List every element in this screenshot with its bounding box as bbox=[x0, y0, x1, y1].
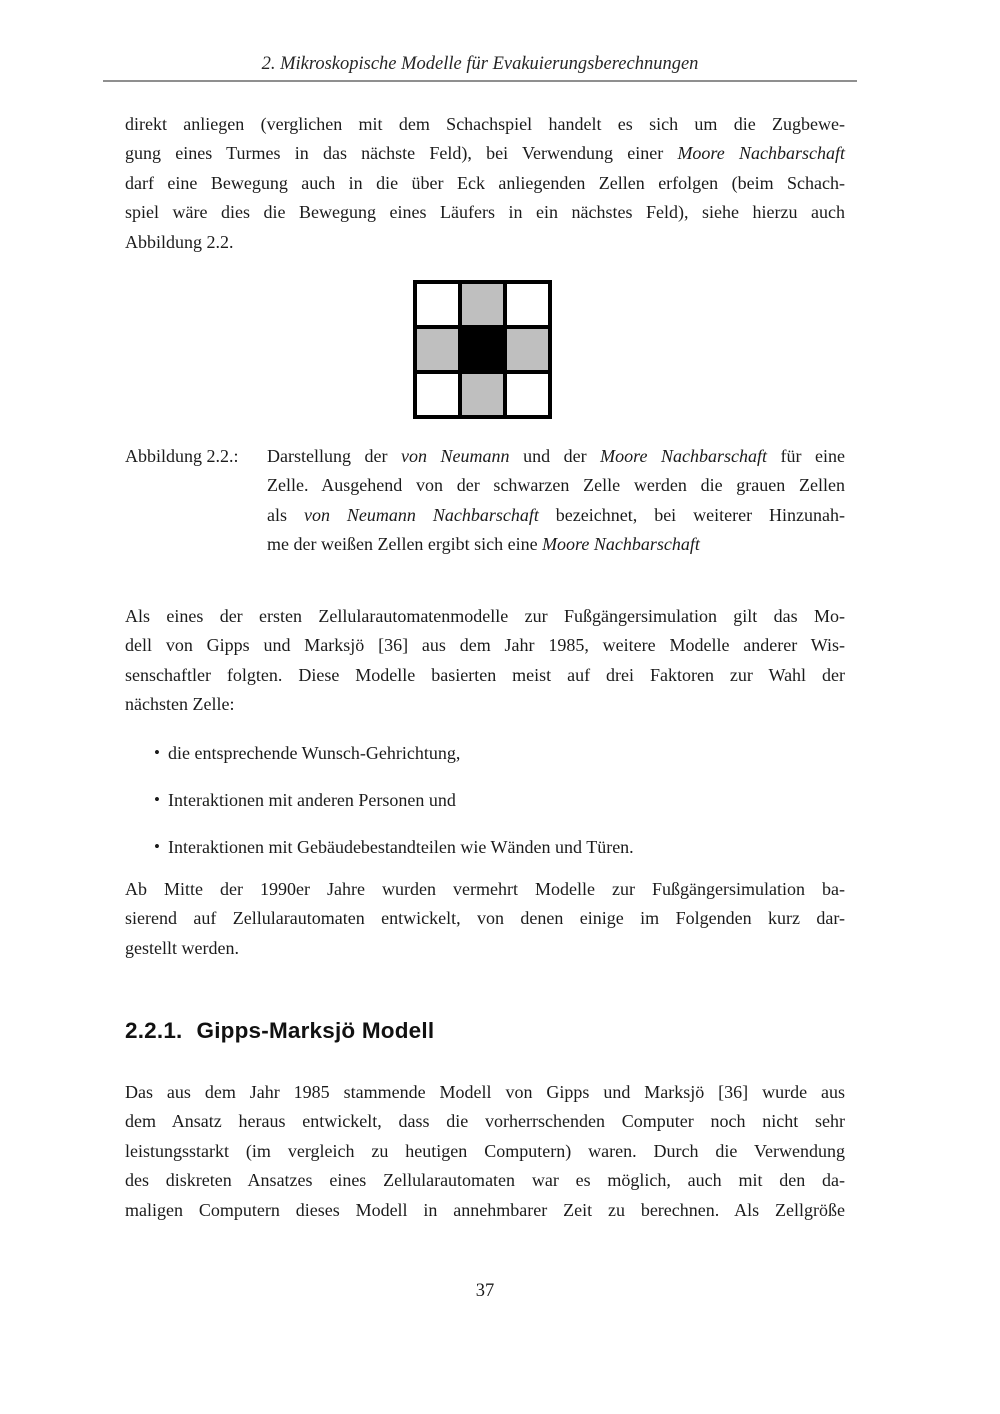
grid-cell-gray bbox=[417, 329, 458, 370]
page-number: 37 bbox=[475, 1281, 495, 1301]
text-line: me der weißen Zellen ergibt sich eine Moore Nachbarschaft bbox=[267, 534, 700, 555]
list-item bbox=[125, 833, 845, 862]
bullet-marker-icon: • bbox=[154, 837, 160, 856]
bullet-marker-icon: • bbox=[154, 743, 160, 762]
figure-caption-text bbox=[267, 442, 845, 560]
paragraph-3 bbox=[125, 875, 845, 963]
grid-cell-white bbox=[417, 374, 458, 415]
paragraph-2 bbox=[125, 602, 845, 720]
figure-caption bbox=[125, 442, 845, 560]
text-line: dell von Gipps und Marksjö [36] aus dem Jahr 1985, weitere Modelle anderer Wis- bbox=[125, 635, 845, 656]
text-line: leistungsstarkt (im vergleich zu heutigen Computern) waren. Durch die Verwendung bbox=[125, 1140, 845, 1161]
text-line: Ab Mitte der 1990er Jahre wurden vermehrt Modelle zur Fußgängersimulation ba- bbox=[125, 879, 845, 899]
text-line: maligen Computern dieses Modell in annehmbarer Zeit zu berechnen. Als Zellgröße bbox=[125, 1199, 845, 1220]
text-line: spiel wäre dies die Bewegung eines Läufers in ein nächstes Feld), siehe hierzu auch bbox=[125, 202, 845, 223]
factor-list bbox=[125, 739, 845, 880]
text-line: dem Ansatz heraus entwickelt, dass die vorherrschenden Computer noch nicht sehr bbox=[125, 1111, 845, 1132]
text-line: nächsten Zelle: bbox=[125, 694, 235, 715]
grid-cell-white bbox=[507, 284, 548, 325]
figure-caption-label: Abbildung 2.2.: bbox=[125, 446, 239, 466]
grid-cell-gray bbox=[462, 374, 503, 415]
section-number: 2.2.1. bbox=[125, 1018, 183, 1043]
text-line: Als eines der ersten Zellularautomatenmodelle zur Fußgängersimulation gilt das Mo- bbox=[125, 606, 845, 626]
paragraph-1 bbox=[125, 110, 845, 257]
text-line: des diskreten Ansatzes eines Zellularautomaten war es möglich, auch mit den da- bbox=[125, 1170, 845, 1191]
grid-cell-gray bbox=[462, 284, 503, 325]
bullet-marker-icon: • bbox=[154, 790, 160, 809]
text-line: gung eines Turmes in das nächste Feld), bei Verwendung einer Moore Nachbarschaft bbox=[125, 143, 845, 164]
grid-cell-white bbox=[417, 284, 458, 325]
text-line: gestellt werden. bbox=[125, 937, 239, 958]
list-item-text: Interaktionen mit Gebäudebestandteilen wie Wänden und Türen. bbox=[168, 837, 634, 857]
grid-cell-white bbox=[507, 374, 548, 415]
list-item-text: Interaktionen mit anderen Personen und bbox=[168, 790, 456, 810]
section-heading bbox=[125, 1016, 434, 1046]
text-line: senschaftler folgten. Diese Modelle basierten meist auf drei Faktoren zur Wahl der bbox=[125, 664, 845, 685]
text-line: Darstellung der von Neumann und der Moore Nachbarschaft für eine bbox=[267, 446, 846, 466]
list-item bbox=[125, 739, 845, 768]
list-item-text: die entsprechende Wunsch-Gehrichtung, bbox=[168, 743, 461, 763]
text-line: als von Neumann Nachbarschaft bezeichnet, bei weiterer Hinzunah- bbox=[267, 504, 846, 525]
text-line: Abbildung 2.2. bbox=[125, 231, 234, 252]
text-line: sierend auf Zellularautomaten entwickelt, von denen einige im Folgenden kurz dar- bbox=[125, 908, 845, 929]
list-item bbox=[125, 786, 845, 815]
text-line: darf eine Bewegung auch in die über Eck anliegenden Zellen erfolgen (beim Schach- bbox=[125, 172, 845, 193]
grid-cell-black bbox=[462, 329, 503, 370]
text-line: direkt anliegen (verglichen mit dem Schachspiel handelt es sich um die Zugbewe- bbox=[125, 114, 845, 134]
text-line: Zelle. Ausgehend von der schwarzen Zelle werden die grauen Zellen bbox=[267, 475, 845, 496]
section-title: Gipps-Marksjö Modell bbox=[196, 1018, 435, 1043]
neighborhood-grid bbox=[413, 280, 552, 419]
grid-cell-gray bbox=[507, 329, 548, 370]
paragraph-4 bbox=[125, 1078, 845, 1225]
text-line: Das aus dem Jahr 1985 stammende Modell von Gipps und Marksjö [36] wurde aus bbox=[125, 1082, 845, 1102]
header-rule bbox=[103, 80, 857, 82]
running-header-title: 2. Mikroskopische Modelle für Evakuierungsberechnungen bbox=[261, 54, 699, 74]
